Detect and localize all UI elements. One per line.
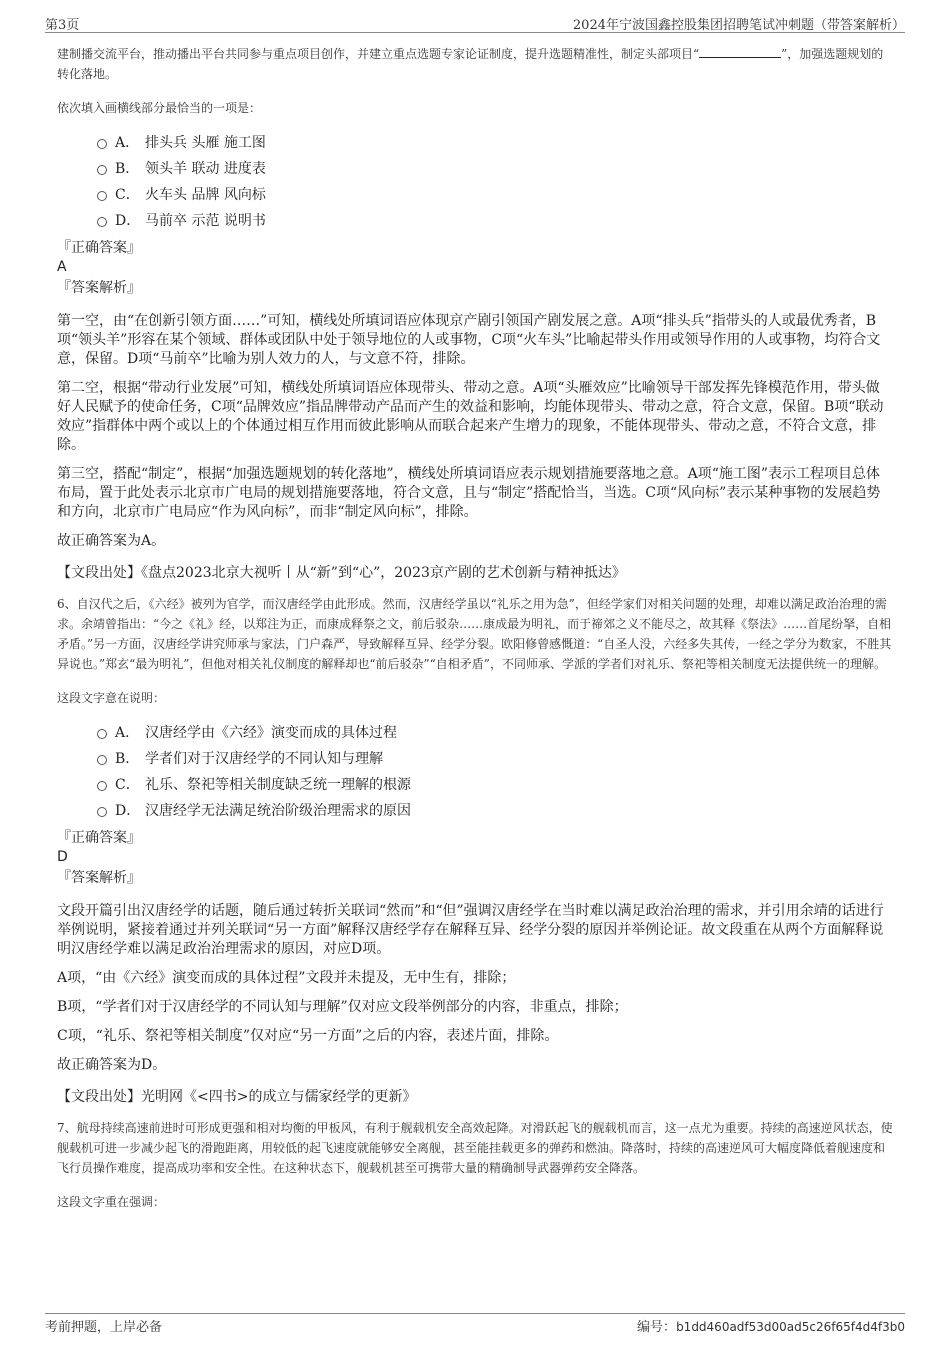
q6-answer: D bbox=[57, 849, 68, 865]
q5-source: 【文段出处】《盘点2023北京大视听丨从“新”到“心”，2023京产剧的艺术创新与精神抵达》 bbox=[57, 565, 626, 581]
q6-passage: 6、自汉代之后，《六经》被列为官学，而汉唐经学由此形成。然而，汉唐经学虽以“礼乐之用为急”，但经学家们对相关问题的处理，却难以满足政治治理的需求。余靖曾指出：“今之《礼》经，以郑注为正，而康成释祭之文，前后驳杂……康成最为明礼，而于禘郊之义不能尽之，故其释《祭法》……首尾纷拏，自相矛盾。”另一方面，汉唐经学讲究师承与家法，门户森严，导致解释互异、经学分裂。欧阳修曾感慨道：“自圣人没，六经多失其传，一经之学分为数家，不胜其异说也。”郑玄“最为明礼”，但他对相关礼仪制度的解释却也“前后驳杂”“自相矛盾”，不同师承、学派的学者们对礼乐、祭祀等相关制度无法提供统一的理解。 bbox=[57, 597, 892, 671]
q5-options bbox=[57, 130, 893, 234]
q5-passage: 建制播交流平台，推动播出平台共同参与重点项目创作，并建立重点选题专家论证制度，提升选题精准性，制定头部项目“ ”，加强选题规划的转化落地。 bbox=[57, 47, 884, 81]
q6-analysis-label: 『答案解析』 bbox=[57, 870, 141, 886]
fill-blank bbox=[699, 45, 781, 58]
page-header bbox=[45, 12, 905, 33]
q7-prompt: 这段文字重在强调： bbox=[57, 1195, 166, 1209]
q6-analysis-para: C项，“礼乐、祭祀等相关制度”仅对应“另一方面”之后的内容，表述片面，排除。 bbox=[57, 1028, 559, 1044]
q5-option-c[interactable]: C． 火车头 品牌 风向标 bbox=[57, 182, 893, 208]
document-title: 2024年宁波国鑫控股集团招聘笔试冲刺题（带答案解析） bbox=[572, 18, 905, 33]
radio-icon[interactable] bbox=[97, 807, 107, 817]
radio-icon[interactable] bbox=[97, 729, 107, 739]
q5-option-b[interactable]: B． 领头羊 联动 进度表 bbox=[57, 156, 893, 182]
q7-passage: 7、航母持续高速前进时可形成更强和相对均衡的甲板风，有利于舰载机安全高效起降。对滑跃起飞的舰载机而言，这一点尤为重要。持续的高速逆风状态，使舰载机可进一步减少起飞的滑跑距离，用较低的起飞速度就能够安全离舰，甚至能挂载更多的弹药和燃油。降落时，持续的高速逆风可大幅度降低着舰速度和飞行员操作难度，提高成功率和安全性。在这种状态下，舰载机甚至可携带大量的精确制导武器弹药安全降落。 bbox=[57, 1121, 893, 1175]
page-number: 第3页 bbox=[45, 18, 80, 33]
q6-analysis-para: 文段开篇引出汉唐经学的话题，随后通过转折关联词“然而”和“但”强调汉唐经学在当时难以满足政治治理的需求，并引用余靖的话进行举例说明，紧接着通过并列关联词“另一方面”解释汉唐经学存在解释互异、经学分裂的原因并举例论证。故文段重在从两个方面解释说明汉唐经学难以满足政治治理需求的原因，对应D项。 bbox=[57, 903, 884, 957]
q6-option-c[interactable]: C． 礼乐、祭祀等相关制度缺乏统一理解的根源 bbox=[57, 772, 893, 798]
q6-analysis-para: B项，“学者们对于汉唐经学的不同认知与理解”仅对应文段举例部分的内容，非重点，排除； bbox=[57, 999, 628, 1015]
radio-icon[interactable] bbox=[97, 781, 107, 791]
q5-option-a[interactable]: A． 排头兵 头雁 施工图 bbox=[57, 130, 893, 156]
document-code: 编号：b1dd460adf53d00ad5c26f65f4d4f3b0 bbox=[637, 1320, 905, 1335]
q6-prompt: 这段文字意在说明： bbox=[57, 691, 166, 705]
q6-answer-label: 『正确答案』 bbox=[57, 830, 141, 846]
q5-conclusion: 故正确答案为A。 bbox=[57, 533, 166, 549]
q5-analysis-para: 第三空，搭配“制定”，根据“加强选题规划的转化落地”，横线处所填词语应表示规划措施要落地之意。A项“施工图”表示工程项目总体布局，置于此处表示北京市广电局的规划措施要落地，符合文意，且与“制定”搭配恰当，当选。C项“风向标”表示某种事物的发展趋势和方向，北京市广电局应“作为风向标”，而非“制定风向标”，排除。 bbox=[57, 466, 881, 520]
page-footer bbox=[45, 1313, 905, 1334]
q6-conclusion: 故正确答案为D。 bbox=[57, 1057, 167, 1073]
q5-answer: A bbox=[57, 259, 67, 275]
footer-slogan: 考前押题，上岸必备 bbox=[45, 1320, 163, 1335]
radio-icon[interactable] bbox=[97, 139, 107, 149]
document-body bbox=[57, 44, 893, 1212]
radio-icon[interactable] bbox=[97, 191, 107, 201]
radio-icon[interactable] bbox=[97, 755, 107, 765]
q5-analysis-para: 第二空，根据“带动行业发展”可知，横线处所填词语应体现带头、带动之意。A项“头雁效应”比喻领导干部发挥先锋模范作用，带头做好人民赋予的使命任务，C项“品牌效应”指品牌带动产品而产生的效益和影响，均能体现带头、带动之意，符合文意，保留。B项“联动效应”指群体中两个或以上的个体通过相互作用而彼此影响从而联合起来产生增力的现象，不能体现带头、带动之意，不符合文意，排除。 bbox=[57, 380, 884, 453]
radio-icon[interactable] bbox=[97, 165, 107, 175]
q5-analysis-label: 『答案解析』 bbox=[57, 280, 141, 296]
q6-option-a[interactable]: A． 汉唐经学由《六经》演变而成的具体过程 bbox=[57, 720, 893, 746]
q5-prompt: 依次填入画横线部分最恰当的一项是： bbox=[57, 101, 262, 115]
q6-source: 【文段出处】光明网《<四书>的成立与儒家经学的更新》 bbox=[57, 1089, 417, 1105]
radio-icon[interactable] bbox=[97, 217, 107, 227]
q6-option-b[interactable]: B． 学者们对于汉唐经学的不同认知与理解 bbox=[57, 746, 893, 772]
q5-option-d[interactable]: D． 马前卒 示范 说明书 bbox=[57, 208, 893, 234]
q5-analysis-para: 第一空，由“在创新引领方面……”可知，横线处所填词语应体现京产剧引领国产剧发展之意。A项“排头兵”指带头的人或最优秀者，B项“领头羊”形容在某个领域、群体或团队中处于领导地位的人或事物，C项“火车头”比喻起带头作用或领导作用的人或事物，均符合文意，保留。D项“马前卒”比喻为别人效力的人，与文意不符，排除。 bbox=[57, 313, 881, 367]
q6-option-d[interactable]: D． 汉唐经学无法满足统治阶级治理需求的原因 bbox=[57, 798, 893, 824]
q6-options bbox=[57, 720, 893, 824]
q5-answer-label: 『正确答案』 bbox=[57, 240, 141, 256]
q6-analysis-para: A项，“由《六经》演变而成的具体过程”文段并未提及，无中生有，排除； bbox=[57, 970, 516, 986]
